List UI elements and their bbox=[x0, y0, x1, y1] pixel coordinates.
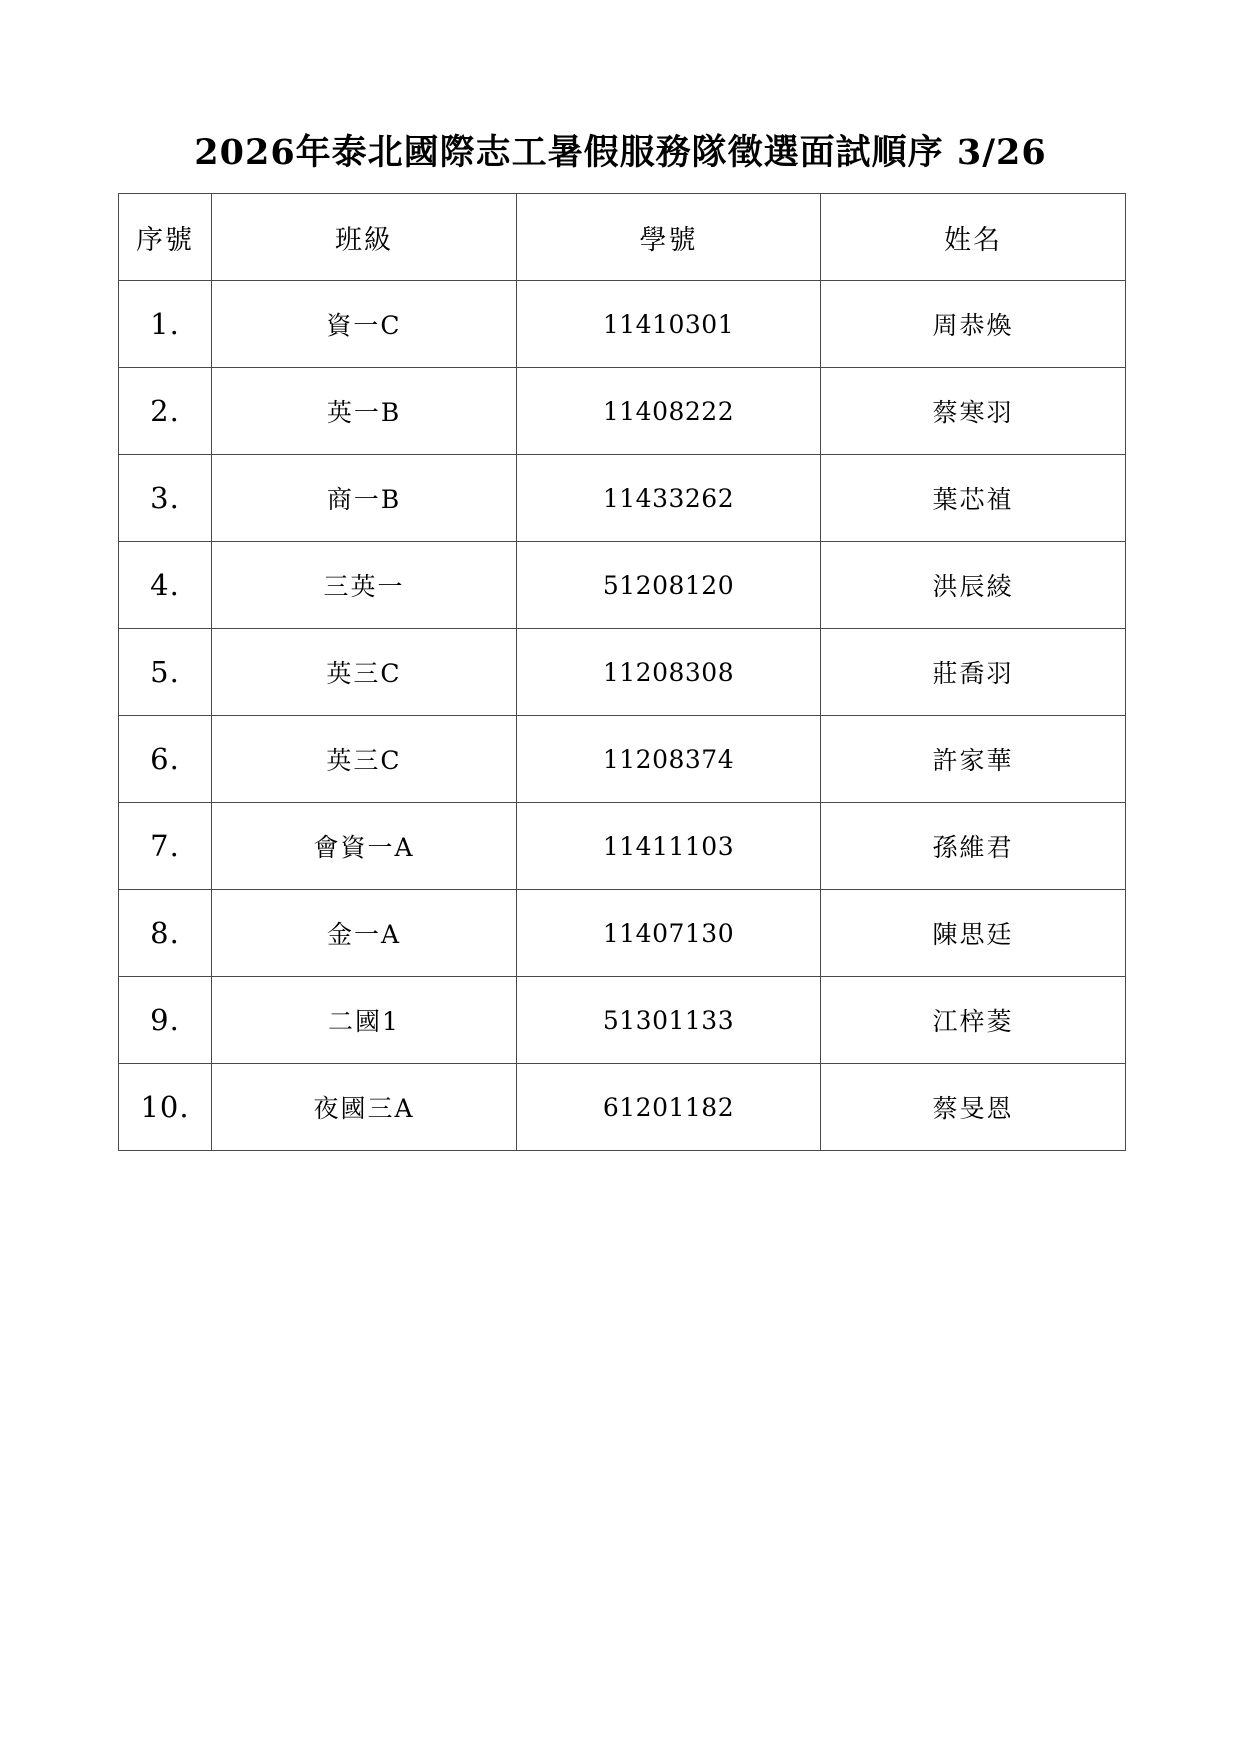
header-name: 姓名 bbox=[821, 194, 1126, 281]
cell-class: 英三C bbox=[212, 716, 517, 803]
cell-student-id: 11208308 bbox=[517, 629, 821, 716]
cell-student-id: 11411103 bbox=[517, 803, 821, 890]
cell-seq: 4. bbox=[119, 542, 212, 629]
cell-name: 許家華 bbox=[821, 716, 1126, 803]
cell-name: 孫維君 bbox=[821, 803, 1126, 890]
table-row bbox=[119, 629, 1126, 716]
cell-student-id: 11208374 bbox=[517, 716, 821, 803]
cell-seq: 6. bbox=[119, 716, 212, 803]
cell-name: 蔡寒羽 bbox=[821, 368, 1126, 455]
cell-name: 陳思廷 bbox=[821, 890, 1126, 977]
table-body bbox=[119, 281, 1126, 1151]
cell-class: 金一A bbox=[212, 890, 517, 977]
cell-class: 會資一A bbox=[212, 803, 517, 890]
cell-name: 周恭煥 bbox=[821, 281, 1126, 368]
header-student-id: 學號 bbox=[517, 194, 821, 281]
cell-name: 蔡旻恩 bbox=[821, 1064, 1126, 1151]
table-row bbox=[119, 455, 1126, 542]
cell-student-id: 11433262 bbox=[517, 455, 821, 542]
table-row bbox=[119, 890, 1126, 977]
table-row bbox=[119, 977, 1126, 1064]
cell-seq: 1. bbox=[119, 281, 212, 368]
page-title: 2026年泰北國際志工暑假服務隊徵選面試順序 3/26 bbox=[194, 132, 1047, 173]
cell-name: 莊喬羽 bbox=[821, 629, 1126, 716]
cell-student-id: 11408222 bbox=[517, 368, 821, 455]
cell-name: 葉芯禃 bbox=[821, 455, 1126, 542]
cell-class: 二國1 bbox=[212, 977, 517, 1064]
cell-student-id: 11407130 bbox=[517, 890, 821, 977]
cell-name: 洪辰綾 bbox=[821, 542, 1126, 629]
table-row bbox=[119, 803, 1126, 890]
cell-seq: 3. bbox=[119, 455, 212, 542]
cell-seq: 8. bbox=[119, 890, 212, 977]
cell-student-id: 51301133 bbox=[517, 977, 821, 1064]
interview-order-table bbox=[118, 193, 1126, 1151]
table-header bbox=[119, 194, 1126, 281]
cell-class: 英一B bbox=[212, 368, 517, 455]
cell-student-id: 61201182 bbox=[517, 1064, 821, 1151]
cell-class: 夜國三A bbox=[212, 1064, 517, 1151]
header-row bbox=[119, 194, 1126, 281]
cell-seq: 2. bbox=[119, 368, 212, 455]
cell-class: 資一C bbox=[212, 281, 517, 368]
cell-student-id: 51208120 bbox=[517, 542, 821, 629]
header-seq: 序號 bbox=[119, 194, 212, 281]
cell-class: 商一B bbox=[212, 455, 517, 542]
cell-seq: 10. bbox=[119, 1064, 212, 1151]
cell-name: 江梓菱 bbox=[821, 977, 1126, 1064]
table-row bbox=[119, 716, 1126, 803]
table-row bbox=[119, 368, 1126, 455]
cell-class: 英三C bbox=[212, 629, 517, 716]
table-row bbox=[119, 542, 1126, 629]
cell-class: 三英一 bbox=[212, 542, 517, 629]
header-class: 班級 bbox=[212, 194, 517, 281]
table-row bbox=[119, 1064, 1126, 1151]
table-row bbox=[119, 281, 1126, 368]
cell-seq: 5. bbox=[119, 629, 212, 716]
cell-seq: 7. bbox=[119, 803, 212, 890]
cell-seq: 9. bbox=[119, 977, 212, 1064]
cell-student-id: 11410301 bbox=[517, 281, 821, 368]
